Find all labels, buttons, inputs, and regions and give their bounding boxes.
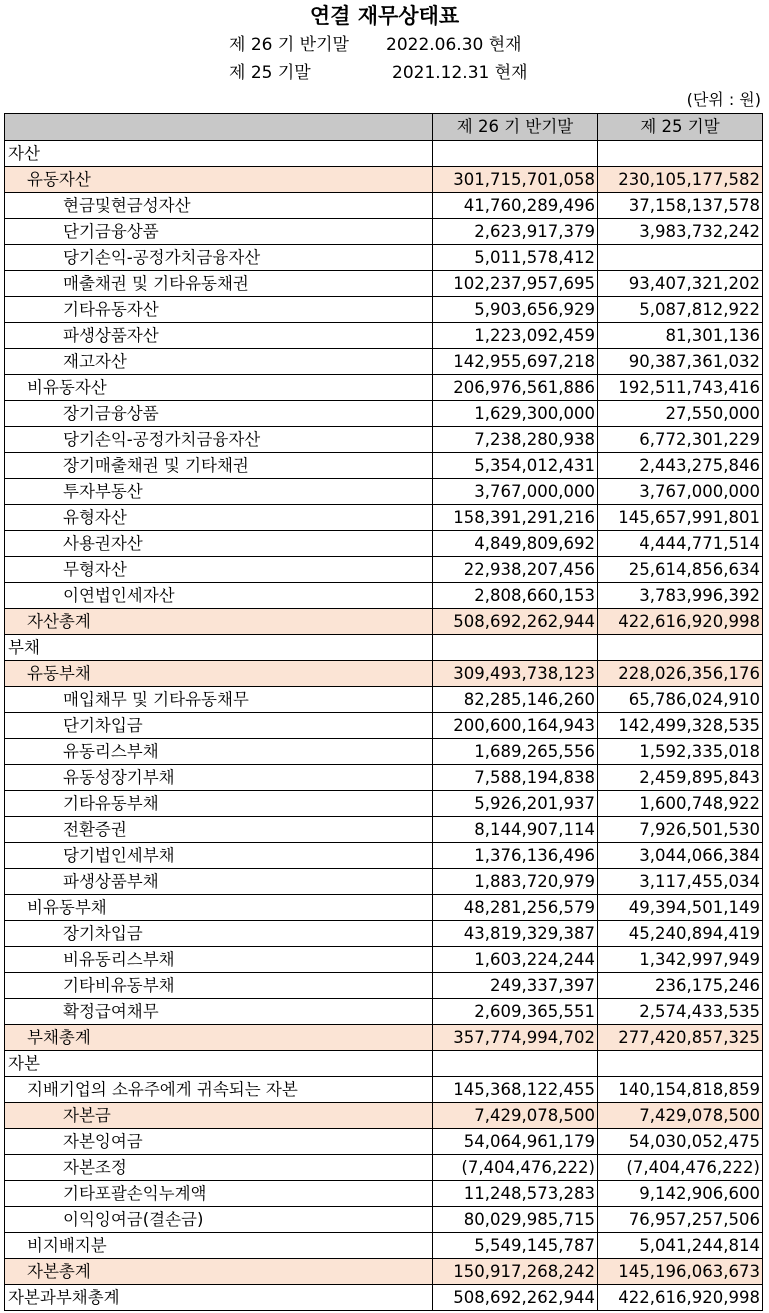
table-row	[5, 297, 763, 323]
account-name: 이연법인세자산	[5, 583, 433, 609]
account-name: 당기손익-공정가치금융자산	[5, 427, 433, 453]
current-period-value: 5,903,656,929	[433, 297, 598, 323]
table-row	[5, 505, 763, 531]
prior-period-value: 236,175,246	[598, 973, 763, 999]
prior-period-value: 9,142,906,600	[598, 1181, 763, 1207]
account-name: 투자부동산	[5, 479, 433, 505]
table-row	[5, 1025, 763, 1051]
table-row	[5, 843, 763, 869]
prior-period-value: 27,550,000	[598, 401, 763, 427]
table-row	[5, 141, 763, 167]
account-name: 자본과부채총계	[5, 1285, 433, 1311]
current-period-value: 357,774,994,702	[433, 1025, 598, 1051]
current-period-value: 22,938,207,456	[433, 557, 598, 583]
prior-period-label: 제 25 기말	[229, 63, 311, 83]
table-row	[5, 427, 763, 453]
account-name: 자본총계	[5, 1259, 433, 1285]
table-row	[5, 1233, 763, 1259]
account-name: 파생상품부채	[5, 869, 433, 895]
account-name: 전환증권	[5, 817, 433, 843]
table-row	[5, 167, 763, 193]
account-name: 비유동자산	[5, 375, 433, 401]
prior-period-value	[598, 245, 763, 271]
account-name: 자본잉여금	[5, 1129, 433, 1155]
current-period-value: 2,623,917,379	[433, 219, 598, 245]
table-row	[5, 609, 763, 635]
balance-sheet-table	[4, 113, 763, 1311]
prior-period-value: 1,600,748,922	[598, 791, 763, 817]
current-period-value: 5,926,201,937	[433, 791, 598, 817]
account-name: 기타포괄손익누계액	[5, 1181, 433, 1207]
prior-period-value: 142,499,328,535	[598, 713, 763, 739]
table-row	[5, 349, 763, 375]
current-period-value: 4,849,809,692	[433, 531, 598, 557]
table-row	[5, 583, 763, 609]
table-row	[5, 1181, 763, 1207]
account-name: 재고자산	[5, 349, 433, 375]
table-row	[5, 739, 763, 765]
current-period-value: 48,281,256,579	[433, 895, 598, 921]
account-name: 무형자산	[5, 557, 433, 583]
prior-period-value: 140,154,818,859	[598, 1077, 763, 1103]
current-period-value: 158,391,291,216	[433, 505, 598, 531]
current-period-value: 5,354,012,431	[433, 453, 598, 479]
account-name: 유동자산	[5, 167, 433, 193]
account-name: 단기차입금	[5, 713, 433, 739]
statement-title: 연결 재무상태표	[309, 4, 460, 28]
table-row	[5, 1077, 763, 1103]
current-period-value: 3,767,000,000	[433, 479, 598, 505]
prior-period-value: 6,772,301,229	[598, 427, 763, 453]
table-row	[5, 921, 763, 947]
table-row	[5, 895, 763, 921]
account-name: 자산	[5, 141, 433, 167]
table-row	[5, 791, 763, 817]
prior-period-value: 93,407,321,202	[598, 271, 763, 297]
table-row	[5, 1259, 763, 1285]
table-row	[5, 193, 763, 219]
account-name: 장기금융상품	[5, 401, 433, 427]
current-period-value: 142,955,697,218	[433, 349, 598, 375]
table-row	[5, 999, 763, 1025]
current-period-value: 150,917,268,242	[433, 1259, 598, 1285]
account-name: 기타유동부채	[5, 791, 433, 817]
account-name: 자산총계	[5, 609, 433, 635]
account-name: 기타비유동부채	[5, 973, 433, 999]
table-row	[5, 531, 763, 557]
current-period-value: 2,808,660,153	[433, 583, 598, 609]
account-name: 유동리스부채	[5, 739, 433, 765]
table-row	[5, 453, 763, 479]
table-row	[5, 271, 763, 297]
prior-period-value: 90,387,361,032	[598, 349, 763, 375]
current-period-label: 제 26 기 반기말	[229, 35, 349, 55]
column-header-current: 제 26 기 반기말	[433, 114, 598, 141]
current-period-value: 249,337,397	[433, 973, 598, 999]
prior-period-value: 37,158,137,578	[598, 193, 763, 219]
current-period-value: 43,819,329,387	[433, 921, 598, 947]
table-row	[5, 375, 763, 401]
current-period-value: 1,883,720,979	[433, 869, 598, 895]
current-period-value: 1,629,300,000	[433, 401, 598, 427]
table-row	[5, 323, 763, 349]
current-period-value: 5,549,145,787	[433, 1233, 598, 1259]
prior-period-value: 230,105,177,582	[598, 167, 763, 193]
current-period-value: 11,248,573,283	[433, 1181, 598, 1207]
prior-period-value: 65,786,024,910	[598, 687, 763, 713]
account-name: 자본조정	[5, 1155, 433, 1181]
column-header-account	[5, 114, 433, 141]
prior-period-value	[598, 141, 763, 167]
prior-period-date: 2021.12.31 현재	[392, 63, 528, 83]
table-row	[5, 661, 763, 687]
account-name: 확정급여채무	[5, 999, 433, 1025]
table-row	[5, 1051, 763, 1077]
account-name: 현금및현금성자산	[5, 193, 433, 219]
table-row	[5, 765, 763, 791]
prior-period-value: 5,041,244,814	[598, 1233, 763, 1259]
prior-period-value: 7,926,501,530	[598, 817, 763, 843]
current-period-value: 1,689,265,556	[433, 739, 598, 765]
table-row	[5, 557, 763, 583]
current-period-value: 1,223,092,459	[433, 323, 598, 349]
prior-period-value: 1,342,997,949	[598, 947, 763, 973]
prior-period-value: 7,429,078,500	[598, 1103, 763, 1129]
account-name: 당기법인세부채	[5, 843, 433, 869]
prior-period-value: 81,301,136	[598, 323, 763, 349]
current-period-value: 206,976,561,886	[433, 375, 598, 401]
current-period-value: 102,237,957,695	[433, 271, 598, 297]
account-name: 장기매출채권 및 기타채권	[5, 453, 433, 479]
current-period-value: 145,368,122,455	[433, 1077, 598, 1103]
table-row	[5, 1207, 763, 1233]
table-row	[5, 1285, 763, 1311]
prior-period-value: 145,657,991,801	[598, 505, 763, 531]
account-name: 비유동리스부채	[5, 947, 433, 973]
current-period-value: 7,238,280,938	[433, 427, 598, 453]
table-row	[5, 219, 763, 245]
current-period-value	[433, 1051, 598, 1077]
account-name: 비유동부채	[5, 895, 433, 921]
current-period-value: 41,760,289,496	[433, 193, 598, 219]
table-header-row	[5, 114, 763, 141]
table-row	[5, 817, 763, 843]
prior-period-value: 2,574,433,535	[598, 999, 763, 1025]
current-period-value: 2,609,365,551	[433, 999, 598, 1025]
table-row	[5, 245, 763, 271]
account-name: 자본	[5, 1051, 433, 1077]
table-row	[5, 869, 763, 895]
prior-period-value: 45,240,894,419	[598, 921, 763, 947]
account-name: 부채총계	[5, 1025, 433, 1051]
account-name: 부채	[5, 635, 433, 661]
table-row	[5, 1103, 763, 1129]
account-name: 비지배지분	[5, 1233, 433, 1259]
prior-period-value: 277,420,857,325	[598, 1025, 763, 1051]
prior-period-value: 5,087,812,922	[598, 297, 763, 323]
table-row	[5, 947, 763, 973]
account-name: 유동성장기부채	[5, 765, 433, 791]
table-row	[5, 1129, 763, 1155]
table-row	[5, 479, 763, 505]
prior-period-value: 25,614,856,634	[598, 557, 763, 583]
account-name: 매입채무 및 기타유동채무	[5, 687, 433, 713]
current-period-value: 7,429,078,500	[433, 1103, 598, 1129]
account-name: 유형자산	[5, 505, 433, 531]
prior-period-value: 422,616,920,998	[598, 1285, 763, 1311]
prior-period-value: 2,443,275,846	[598, 453, 763, 479]
prior-period-value: 192,511,743,416	[598, 375, 763, 401]
current-period-date: 2022.06.30 현재	[386, 35, 522, 55]
table-row	[5, 973, 763, 999]
prior-period-value: 3,117,455,034	[598, 869, 763, 895]
current-period-value: 200,600,164,943	[433, 713, 598, 739]
account-name: 사용권자산	[5, 531, 433, 557]
prior-period-value: 3,767,000,000	[598, 479, 763, 505]
account-name: 기타유동자산	[5, 297, 433, 323]
table-row	[5, 635, 763, 661]
prior-period-value: 3,983,732,242	[598, 219, 763, 245]
prior-period-value: (7,404,476,222)	[598, 1155, 763, 1181]
prior-period-value: 4,444,771,514	[598, 531, 763, 557]
prior-period-value: 422,616,920,998	[598, 609, 763, 635]
current-period-value: (7,404,476,222)	[433, 1155, 598, 1181]
table-row	[5, 713, 763, 739]
current-period-value: 82,285,146,260	[433, 687, 598, 713]
prior-period-value: 76,957,257,506	[598, 1207, 763, 1233]
prior-period-value: 228,026,356,176	[598, 661, 763, 687]
account-name: 파생상품자산	[5, 323, 433, 349]
prior-period-value: 54,030,052,475	[598, 1129, 763, 1155]
account-name: 지배기업의 소유주에게 귀속되는 자본	[5, 1077, 433, 1103]
account-name: 이익잉여금(결손금)	[5, 1207, 433, 1233]
prior-period-value: 3,044,066,384	[598, 843, 763, 869]
current-period-value: 1,376,136,496	[433, 843, 598, 869]
account-name: 장기차입금	[5, 921, 433, 947]
prior-period-value	[598, 1051, 763, 1077]
current-period-value: 5,011,578,412	[433, 245, 598, 271]
account-name: 자본금	[5, 1103, 433, 1129]
prior-period-value	[598, 635, 763, 661]
account-name: 당기손익-공정가치금융자산	[5, 245, 433, 271]
current-period-value	[433, 635, 598, 661]
current-period-value	[433, 141, 598, 167]
account-name: 유동부채	[5, 661, 433, 687]
unit-label: (단위 : 원)	[686, 90, 761, 109]
current-period-value: 309,493,738,123	[433, 661, 598, 687]
prior-period-value: 49,394,501,149	[598, 895, 763, 921]
account-name: 매출채권 및 기타유동채권	[5, 271, 433, 297]
prior-period-value: 3,783,996,392	[598, 583, 763, 609]
prior-period-value: 145,196,063,673	[598, 1259, 763, 1285]
current-period-value: 80,029,985,715	[433, 1207, 598, 1233]
current-period-value: 8,144,907,114	[433, 817, 598, 843]
current-period-value: 7,588,194,838	[433, 765, 598, 791]
table-row	[5, 1155, 763, 1181]
current-period-value: 301,715,701,058	[433, 167, 598, 193]
prior-period-value: 1,592,335,018	[598, 739, 763, 765]
table-row	[5, 687, 763, 713]
current-period-value: 508,692,262,944	[433, 609, 598, 635]
table-row	[5, 401, 763, 427]
prior-period-value: 2,459,895,843	[598, 765, 763, 791]
account-name: 단기금융상품	[5, 219, 433, 245]
current-period-value: 508,692,262,944	[433, 1285, 598, 1311]
current-period-value: 1,603,224,244	[433, 947, 598, 973]
current-period-value: 54,064,961,179	[433, 1129, 598, 1155]
column-header-prior: 제 25 기말	[598, 114, 763, 141]
